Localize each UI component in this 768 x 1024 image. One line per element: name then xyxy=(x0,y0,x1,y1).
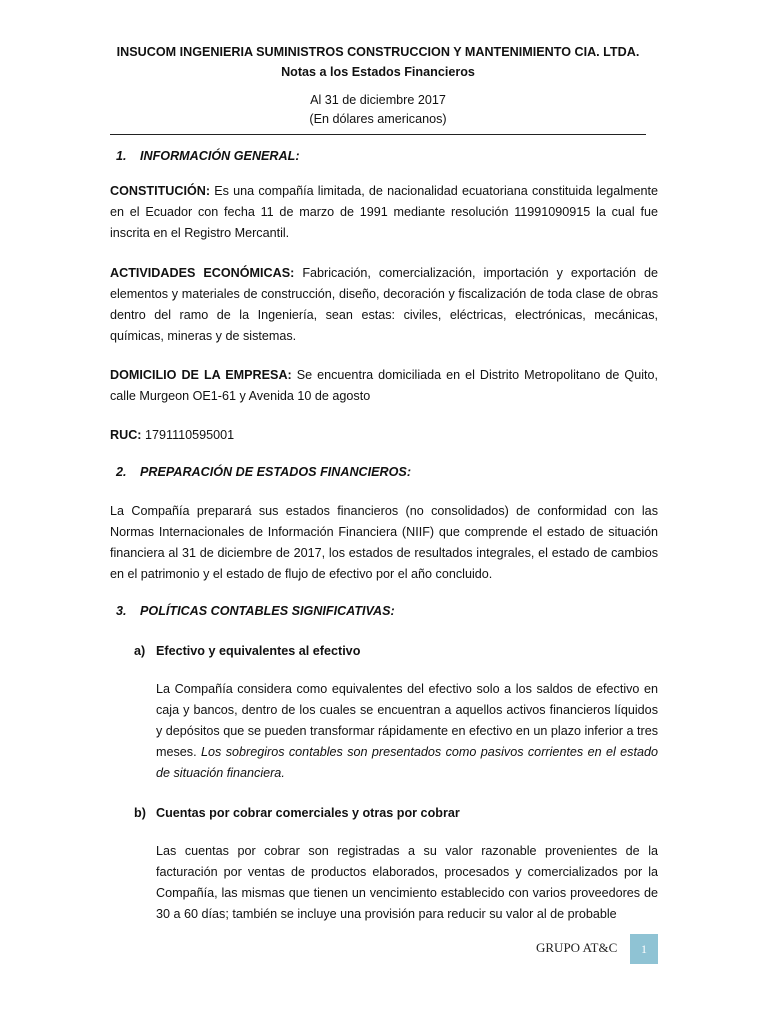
section-2-paragraph xyxy=(110,501,658,585)
subsection-a-paragraph xyxy=(156,679,658,784)
subsection-a-italic-text: Los sobregiros contables son presentados como pasivos corrientes en el estado de situación financiera. xyxy=(156,745,658,780)
domicilio-label: DOMICILIO DE LA EMPRESA: xyxy=(110,368,292,382)
subsection-b-title: Cuentas por cobrar comerciales y otras por cobrar xyxy=(156,806,460,820)
actividades-paragraph xyxy=(110,263,658,347)
constitucion-text: Es una compañía limitada, de nacionalidad ecuatoriana constituida legalmente en el Ecuador con fecha 11 de marzo de 1991 mediante resolución 11991090915 la cual fue inscrita en el Registro Mercantil. xyxy=(110,184,658,240)
subsection-a-label: a) xyxy=(134,644,146,658)
header-divider xyxy=(110,134,646,135)
report-date: Al 31 de diciembre 2017 xyxy=(310,93,446,107)
ruc-value: 1791110595001 xyxy=(141,428,235,442)
section-3-title: POLÍTICAS CONTABLES SIGNIFICATIVAS: xyxy=(140,604,395,618)
page-number-badge: 1 xyxy=(630,934,658,964)
currency-note: (En dólares americanos) xyxy=(309,112,447,126)
subsection-a-text: La Compañía considera como equivalentes del efectivo solo a los saldos de efectivo en caja y bancos, dentro de los cuales se encuentran a aquellos activos financieros líquidos y depósitos que se pueden transformar rápidamente en efectivo en un plazo inferior a tres meses. xyxy=(156,682,658,759)
section-2-heading xyxy=(116,462,411,483)
section-3-heading xyxy=(116,601,395,622)
section-1-heading xyxy=(116,146,300,167)
subsection-b-label: b) xyxy=(134,806,146,820)
domicilio-paragraph xyxy=(110,365,658,407)
section-3-number: 3. xyxy=(116,604,127,618)
document-header xyxy=(110,42,646,82)
footer-group-name: GRUPO AT&C xyxy=(536,940,618,955)
subsection-b-heading xyxy=(134,803,460,824)
section-2-number: 2. xyxy=(116,465,127,479)
ruc-line xyxy=(110,425,658,446)
document-subtitle: Notas a los Estados Financieros xyxy=(281,65,475,79)
section-1-title: INFORMACIÓN GENERAL: xyxy=(140,149,300,163)
section-2-text: La Compañía preparará sus estados financieros (no consolidados) de conformidad con las Normas Internacionales de Información Financiera (NIIF) que comprende el estado de situación financiera al 31 de diciembre de 2017, los estados de resultados integrales, el estado de cambios en el patrimonio y el estado de flujo de efectivo por el año concluido. xyxy=(110,504,658,581)
actividades-text: Fabricación, comercialización, importación y exportación de elementos y materiales de construcción, diseño, decoración y fiscalización de toda clase de obras dentro del ramo de la Ingeniería, sean estas: civiles, eléctricas, electrónicas, mecánicas, químicas, mineras y de sistemas. xyxy=(110,266,659,343)
actividades-label: ACTIVIDADES ECONÓMICAS: xyxy=(110,266,295,280)
subsection-b-text: Las cuentas por cobrar son registradas a su valor razonable provenientes de la facturación por ventas de productos elaborados, procesados y comercializados por la Compañía, las mismas que tienen un vencimiento establecido con varios proveedores de 30 a 60 días; también se incluye una provisión para reducir su valor al de probable xyxy=(156,844,658,921)
subsection-b-paragraph xyxy=(156,841,658,925)
company-name: INSUCOM INGENIERIA SUMINISTROS CONSTRUCCION Y MANTENIMIENTO CIA. LTDA. xyxy=(116,45,640,59)
subsection-a-title: Efectivo y equivalentes al efectivo xyxy=(156,644,361,658)
ruc-label: RUC: xyxy=(110,428,142,442)
subsection-a-heading xyxy=(134,641,360,662)
constitucion-label: CONSTITUCIÓN: xyxy=(110,184,211,198)
date-block xyxy=(110,91,646,129)
section-2-title: PREPARACIÓN DE ESTADOS FINANCIEROS: xyxy=(140,465,412,479)
domicilio-text: Se encuentra domiciliada en el Distrito Metropolitano de Quito, calle Murgeon OE1-61 y Avenida 10 de agosto xyxy=(110,368,658,403)
constitucion-paragraph xyxy=(110,181,658,244)
section-1-number: 1. xyxy=(116,149,127,163)
